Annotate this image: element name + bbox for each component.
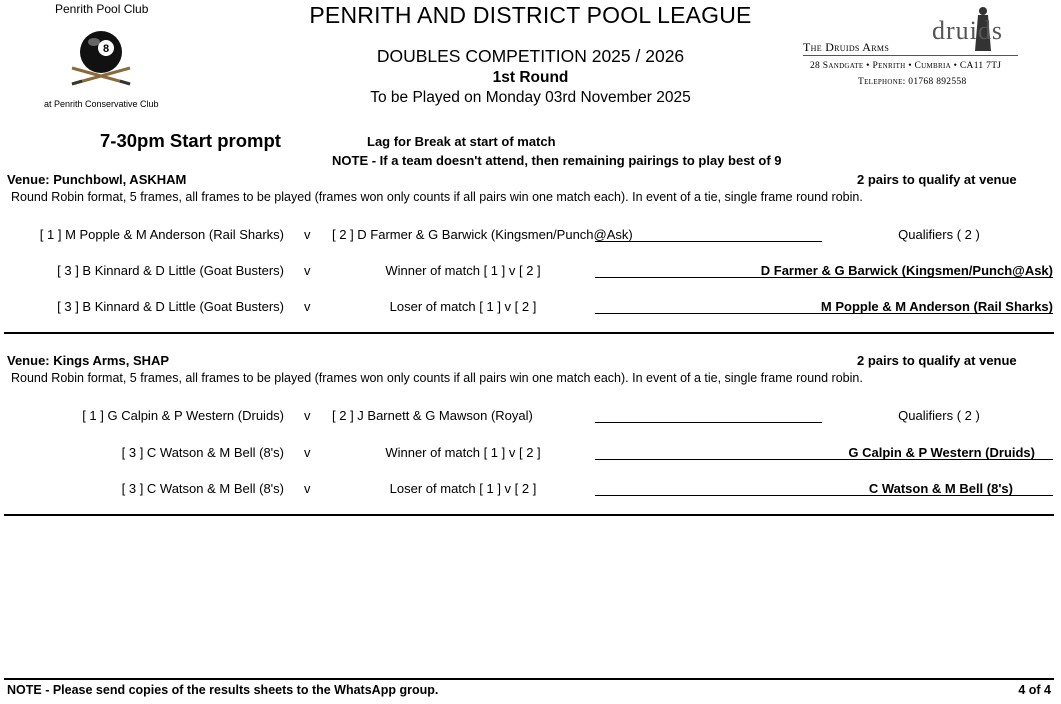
footer-note: NOTE - Please send copies of the results sheets to the WhatsApp group. <box>7 683 439 697</box>
match-row <box>0 408 1061 428</box>
league-title: PENRITH AND DISTRICT POOL LEAGUE <box>309 2 752 28</box>
qualifiers-label: Qualifiers ( 2 ) <box>898 408 980 423</box>
away-pair: Loser of match [ 1 ] v [ 2 ] <box>389 299 537 314</box>
competition-title: DOUBLES COMPETITION 2025 / 2026 <box>376 46 685 66</box>
ball-number: 8 <box>102 43 110 55</box>
round-title: 1st Round <box>492 69 569 86</box>
versus-label: v <box>304 408 311 423</box>
match-row <box>0 263 1061 283</box>
versus-label: v <box>304 263 311 278</box>
play-date: To be Played on Monday 03rd November 2025 <box>370 89 691 106</box>
format-description: Round Robin format, 5 frames, all frames to be played (frames won only counts if all pairs win one match each). In event of a tie, single frame round robin. <box>11 190 863 204</box>
away-pair: [ 2 ] J Barnett & G Mawson (Royal) <box>332 408 533 423</box>
match-row <box>0 299 1061 319</box>
result-line <box>595 241 822 242</box>
home-pair: [ 3 ] B Kinnard & D Little (Goat Busters) <box>57 263 284 278</box>
match-row <box>0 481 1061 501</box>
format-description: Round Robin format, 5 frames, all frames to be played (frames won only counts if all pairs win one match each). In event of a tie, single frame round robin. <box>11 371 863 385</box>
sponsor-divider <box>803 55 1018 56</box>
footer-separator <box>4 678 1054 680</box>
venue-name: Venue: Punchbowl, ASKHAM <box>7 172 187 187</box>
away-pair: Loser of match [ 1 ] v [ 2 ] <box>389 481 537 496</box>
venue-separator <box>4 514 1054 516</box>
home-pair: [ 1 ] G Calpin & P Western (Druids) <box>82 408 284 423</box>
result-line <box>595 422 822 423</box>
venue-separator <box>4 332 1054 334</box>
versus-label: v <box>304 227 311 242</box>
club-subtitle: at Penrith Conservative Club <box>44 99 159 109</box>
match-result: M Popple & M Anderson (Rail Sharks) <box>820 299 1053 314</box>
away-pair: [ 2 ] D Farmer & G Barwick (Kingsmen/Punch@Ask) <box>332 227 633 242</box>
home-pair: [ 3 ] C Watson & M Bell (8's) <box>121 445 284 460</box>
versus-label: v <box>304 481 311 496</box>
club-name: Penrith Pool Club <box>55 2 149 16</box>
lag-note: Lag for Break at start of match <box>367 134 556 149</box>
match-result: D Farmer & G Barwick (Kingsmen/Punch@Ask) <box>760 263 1053 278</box>
qualify-count: 2 pairs to qualify at venue <box>857 353 1017 368</box>
match-row <box>0 227 1061 247</box>
versus-label: v <box>304 445 311 460</box>
away-pair: Winner of match [ 1 ] v [ 2 ] <box>385 445 541 460</box>
start-time-note: 7-30pm Start prompt <box>100 130 281 151</box>
qualifiers-label: Qualifiers ( 2 ) <box>898 227 980 242</box>
match-result: G Calpin & P Western (Druids) <box>848 445 1035 460</box>
sponsor-script-logo: druids <box>932 16 1003 45</box>
sponsor-telephone: Telephone: 01768 892558 <box>858 77 967 87</box>
sponsor-address: 28 Sandgate • Penrith • Cumbria • CA11 7TJ <box>810 61 1002 71</box>
home-pair: [ 3 ] C Watson & M Bell (8's) <box>121 481 284 496</box>
home-pair: [ 1 ] M Popple & M Anderson (Rail Sharks) <box>39 227 284 242</box>
match-result: C Watson & M Bell (8's) <box>868 481 1013 496</box>
match-row <box>0 445 1061 465</box>
sponsor-name: The Druids Arms <box>803 40 890 54</box>
away-pair: Winner of match [ 1 ] v [ 2 ] <box>385 263 541 278</box>
qualify-count: 2 pairs to qualify at venue <box>857 172 1017 187</box>
home-pair: [ 3 ] B Kinnard & D Little (Goat Busters) <box>57 299 284 314</box>
versus-label: v <box>304 299 311 314</box>
attendance-note: NOTE - If a team doesn't attend, then remaining pairings to play best of 9 <box>332 153 782 168</box>
page-number: 4 of 4 <box>1018 683 1051 697</box>
venue-name: Venue: Kings Arms, SHAP <box>7 353 170 368</box>
